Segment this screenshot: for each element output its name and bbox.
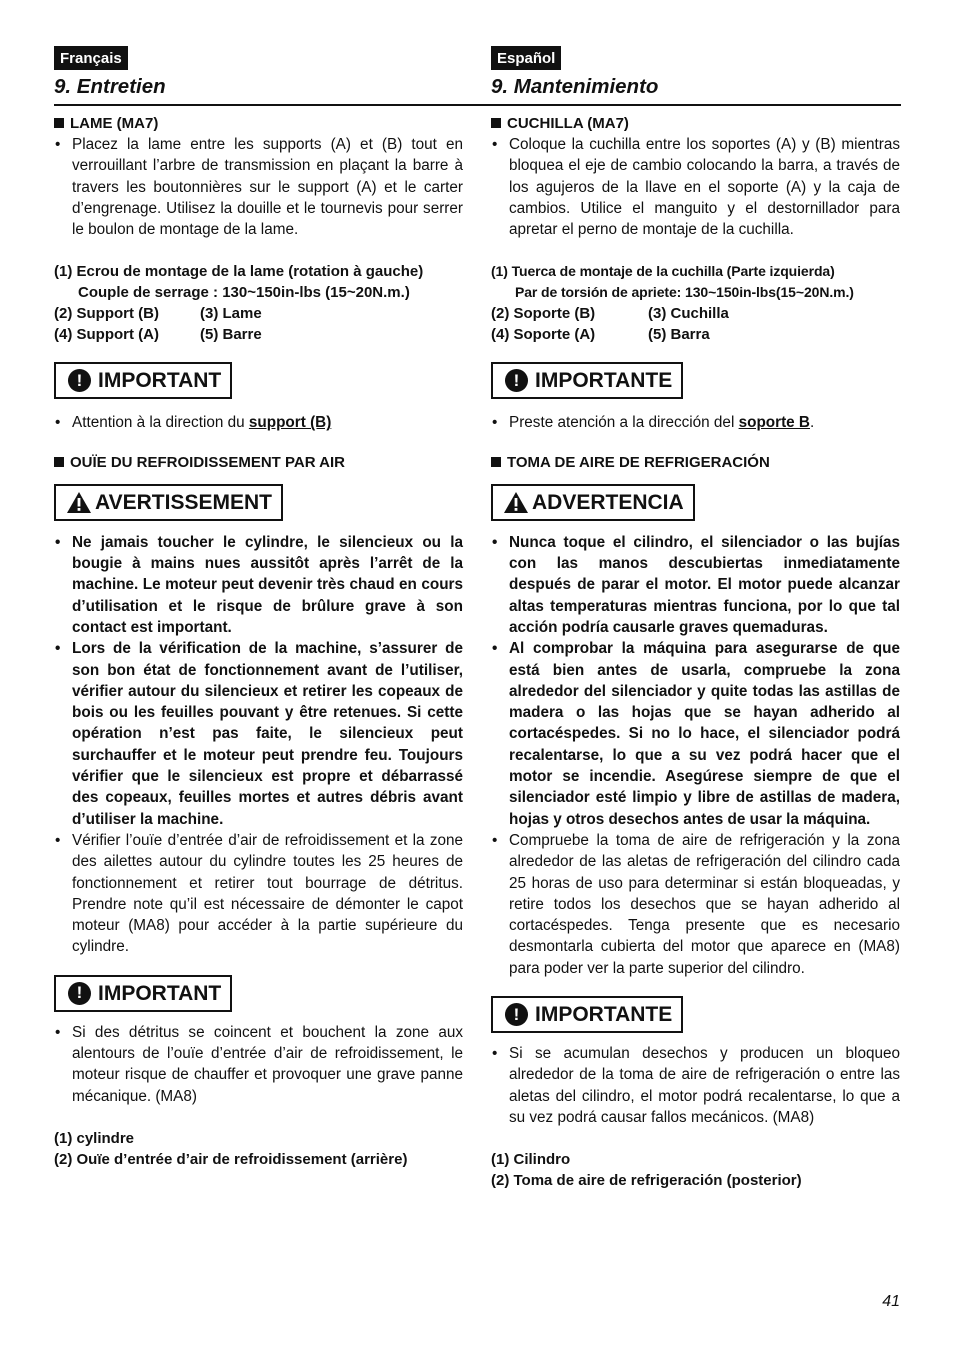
- important-note-tail: .: [809, 414, 815, 432]
- air-intake-item: • Compruebe la toma de aire de refrigeración y la zona alrededor de las aletas de refrigeración del cilindro cada 25 horas de uso para determinar si están bloqueadas, y retire todos los desechos que se hayan adherido al cortacéspedes. Tenga presente que es necesario desmontarla cubierta del motor que aparece en (MA8) para poder ver la parte superior del cilindro.: [491, 830, 900, 979]
- air-intake-parts-list: [491, 1149, 900, 1191]
- parts-item: (2) Support (B): [54, 305, 159, 323]
- blade-heading: [491, 113, 900, 134]
- air-intake-instructions: [54, 830, 463, 958]
- parts-torque: Couple de serrage : 130~150in-lbs (15~20N.m.): [78, 284, 410, 302]
- exclamation-icon: !: [505, 1003, 528, 1026]
- air-intake-heading-text: TOMA DE AIRE DE REFRIGERACIÓN: [507, 453, 770, 471]
- warning-label: AVERTISSEMENT: [95, 490, 272, 514]
- air-intake-heading-text: OUÏE DU REFROIDISSEMENT PAR AIR: [70, 453, 346, 471]
- support-b-reference: support (B): [248, 414, 332, 432]
- square-bullet-icon: [54, 457, 64, 467]
- page-number: 41: [882, 1293, 900, 1310]
- blade-heading: [54, 113, 463, 134]
- blade-heading-text: CUCHILLA (MA7): [507, 115, 629, 132]
- parts-item: (2) Ouïe d’entrée d’air de refroidissement (arrière): [54, 1150, 408, 1168]
- important-note-item: [54, 412, 463, 433]
- air-intake-instructions: [491, 830, 900, 979]
- parts-item: (1) Cilindro: [491, 1151, 571, 1169]
- parts-item: (1) cylindre: [54, 1129, 135, 1147]
- warning-box: [54, 484, 283, 521]
- important-box: [54, 975, 232, 1012]
- parts-item: (3) Lame: [200, 305, 262, 323]
- warning-list: [54, 532, 463, 830]
- blade-instructions: [491, 134, 900, 240]
- important-box: [491, 362, 683, 399]
- section-title-french: 9. Entretien: [54, 75, 166, 98]
- exclamation-icon: !: [68, 369, 91, 392]
- air-intake-heading: [491, 452, 900, 473]
- support-b-reference: soporte B: [738, 414, 810, 432]
- important-box: [54, 362, 232, 399]
- air-intake-heading: [54, 452, 463, 473]
- blade-parts-list: [491, 261, 900, 345]
- parts-torque: Par de torsión de apriete: 130~150in-lbs(15~20N.m.): [515, 284, 854, 301]
- language-tab-french: Français: [54, 46, 128, 70]
- blade-parts-list: [54, 261, 463, 345]
- air-intake-item: • Vérifier l’ouïe d’entrée d’air de refroidissement et la zone des ailettes autour du cylindre toutes les 25 heures de fonctionnement et retirer tout bourrage de détritus. Prendre note qu’il est nécessaire de démonter le capot moteur (MA8) pour accéder à la partie supérieure du cylindre.: [54, 830, 463, 958]
- air-intake-parts-list: [54, 1128, 463, 1170]
- blade-heading-text: LAME (MA7): [70, 115, 159, 132]
- warning-item: • Lors de la vérification de la machine, s’assurer de son bon état de fonctionnement avant de l’utiliser, vérifier autour du silencieux et retirer les copeaux de bois ou les feuilles pouvant y être retenues. Si cette opération n’est pas faite, le silencieux peut surchauffer et le moteur peut prendre feu. Toujours vérifier que le silencieux est propre et débarrassé des copeaux, feuilles mortes et autres débris avant d’utiliser la machine.: [54, 638, 463, 830]
- parts-item: (2) Toma de aire de refrigeración (posterior): [491, 1172, 802, 1190]
- column-french: [54, 46, 463, 1170]
- parts-item: (1) Tuerca de montaje de la cuchilla (Parte izquierda): [491, 263, 835, 280]
- important-notes: [491, 1043, 900, 1128]
- important-notes: [54, 412, 463, 433]
- square-bullet-icon: [54, 118, 64, 128]
- important-notes: [491, 412, 900, 433]
- parts-item: (2) Soporte (B): [491, 305, 596, 323]
- parts-item: (4) Soporte (A): [491, 326, 596, 344]
- parts-item: (4) Support (A): [54, 326, 159, 344]
- parts-item: (5) Barra: [648, 326, 710, 344]
- exclamation-icon: !: [505, 369, 528, 392]
- important-note-text: Preste atención a la dirección del: [509, 414, 739, 432]
- warning-label: ADVERTENCIA: [532, 490, 684, 514]
- warning-item: • Al comprobar la máquina para asegurarse de que está bien antes de usarla, compruebe la zona alrededor del silenciador y quite todas las astillas de madera o las hojas que se hayan adherido al cortacéspedes. Si no lo hace, el silenciador podrá recalentarse, lo que a su vez podrá hacer que el motor se incendie. Asegúrese siempre de que el silenciador esté limpio y libre de astillas de madera, hojas y otros desechos antes de usar la máquina.: [491, 638, 900, 830]
- important-note-item: • Si se acumulan desechos y producen un bloqueo alrededor de la toma de aire de refrigeración o entre las aletas del cilindro, el motor podrá recalentarse, lo que a su vez podrá causar fallos mecánicos. (MA8): [491, 1043, 900, 1128]
- square-bullet-icon: [491, 457, 501, 467]
- parts-item: (3) Cuchilla: [648, 305, 729, 323]
- important-notes: [54, 1022, 463, 1107]
- important-label: IMPORTANT: [98, 369, 222, 393]
- language-tab-spanish: Español: [491, 46, 561, 70]
- blade-instruction-item: • Placez la lame entre les supports (A) et (B) tout en verrouillant l’arbre de transmission en plaçant la barre à travers les boutonnières sur le support (A) et le carter d’engrenage. Utilisez la douille et le tournevis pour serrer le boulon de montage de la lame.: [54, 134, 463, 240]
- warning-list: [491, 532, 900, 830]
- important-note-item: [491, 412, 900, 433]
- square-bullet-icon: [491, 118, 501, 128]
- parts-item: (5) Barre: [200, 326, 262, 344]
- warning-box: [491, 484, 695, 521]
- column-spanish: [491, 46, 900, 1191]
- warning-item: • Nunca toque el cilindro, el silenciador o las bujías con las manos descubiertas inmediatamente después de parar el motor. El motor puede alcanzar altas temperaturas mientras funciona, por lo que tal acción podría causarle graves quemaduras.: [491, 532, 900, 638]
- important-box: [491, 996, 683, 1033]
- section-title-spanish: 9. Mantenimiento: [491, 75, 659, 98]
- important-label: IMPORTANTE: [535, 369, 673, 393]
- important-label: IMPORTANT: [98, 981, 222, 1005]
- warning-triangle-icon: [503, 491, 529, 514]
- warning-item: • Ne jamais toucher le cylindre, le silencieux ou la bougie à mains nues aussitôt après l’arrêt de la machine. Le moteur peut devenir très chaud en cours d’utilisation et le risque de brûlure grave à son contact est important.: [54, 532, 463, 638]
- warning-triangle-icon: [66, 491, 92, 514]
- exclamation-icon: !: [68, 982, 91, 1005]
- blade-instructions: [54, 134, 463, 240]
- important-note-item: • Si des détritus se coincent et bouchent la zone aux alentours de l’ouïe d’entrée d’air de refroidissement, le moteur risque de chauffer et provoquer une grave panne mécanique. (MA8): [54, 1022, 463, 1107]
- blade-instruction-item: • Coloque la cuchilla entre los soportes (A) y (B) mientras bloquea el eje de cambio colocando la barra, a través de los agujeros de la llave en el soporte (A) y la caja de cambios. Utilice el manguito y el destornillador para apretar el perno de montaje de la cuchilla.: [491, 134, 900, 240]
- parts-item: (1) Ecrou de montage de la lame (rotation à gauche): [54, 263, 424, 281]
- important-note-text: Attention à la direction du: [72, 414, 249, 432]
- important-label: IMPORTANTE: [535, 1003, 673, 1027]
